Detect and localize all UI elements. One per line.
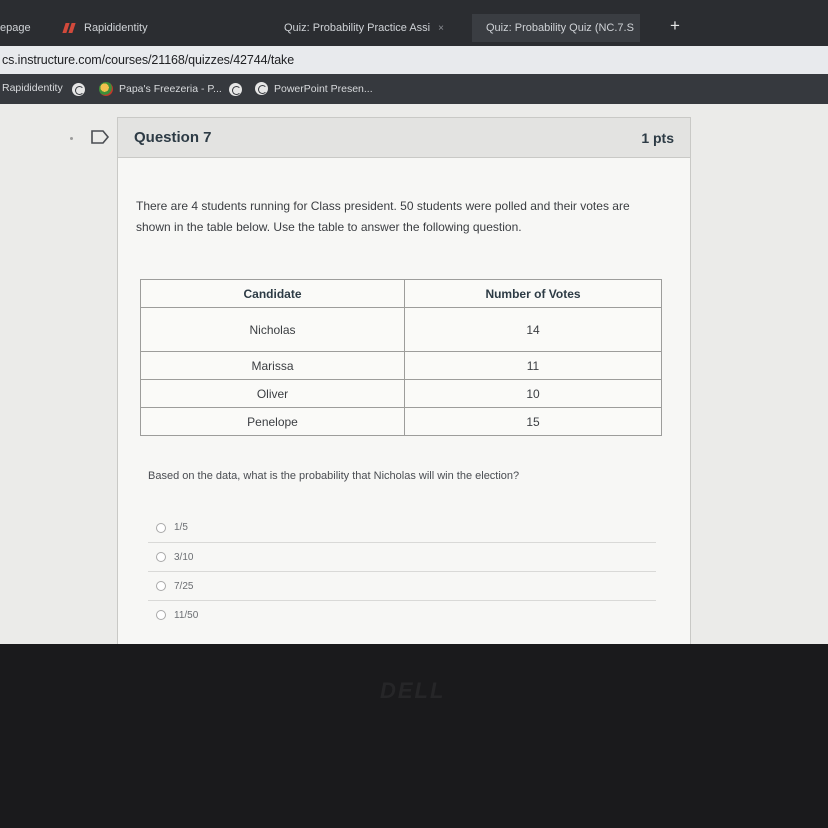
answer-label: 1/5 bbox=[174, 522, 188, 533]
tab-quiz-active[interactable] bbox=[472, 14, 640, 42]
globe-icon[interactable] bbox=[229, 83, 242, 96]
candidate-cell: Penelope bbox=[141, 408, 405, 436]
tab-label: Quiz: Probability Quiz (NC.7.S bbox=[486, 22, 634, 34]
column-header-votes: Number of Votes bbox=[405, 280, 662, 308]
address-bar[interactable] bbox=[0, 46, 828, 74]
decorative-dot bbox=[70, 137, 73, 140]
new-tab-button[interactable]: + bbox=[670, 16, 680, 35]
url-text[interactable]: cs.instructure.com/courses/21168/quizzes/42744/take bbox=[2, 53, 295, 67]
flag-question-icon[interactable] bbox=[90, 129, 110, 145]
question-title: Question 7 bbox=[134, 129, 212, 146]
question-prompt: Based on the data, what is the probability that Nicholas will win the election? bbox=[148, 470, 520, 482]
quiz-page bbox=[0, 104, 828, 644]
table-header-row bbox=[141, 280, 662, 308]
globe-icon bbox=[255, 82, 268, 95]
papas-freezeria-icon bbox=[99, 82, 113, 96]
votes-cell: 11 bbox=[405, 352, 662, 380]
bookmarks-bar bbox=[0, 74, 828, 104]
table-row bbox=[141, 380, 662, 408]
candidate-cell: Oliver bbox=[141, 380, 405, 408]
candidate-cell: Nicholas bbox=[141, 308, 405, 352]
radio-button[interactable] bbox=[156, 523, 166, 533]
bookmark-label: Rapididentity bbox=[2, 82, 63, 94]
radio-button[interactable] bbox=[156, 552, 166, 562]
tab-homepage[interactable] bbox=[0, 14, 52, 42]
answer-option[interactable] bbox=[148, 542, 656, 571]
bookmark-powerpoint[interactable] bbox=[255, 82, 373, 95]
votes-cell: 14 bbox=[405, 308, 662, 352]
answer-label: 7/25 bbox=[174, 580, 194, 592]
answer-label: 3/10 bbox=[174, 551, 194, 563]
globe-icon[interactable] bbox=[72, 83, 85, 96]
question-text: There are 4 students running for Class president. 50 students were polled and their votes are shown in the table below. Use the table to answer the following question. bbox=[136, 199, 630, 234]
table-row bbox=[141, 408, 662, 436]
bookmark-papas-freezeria[interactable] bbox=[99, 82, 222, 96]
tab-label: epage bbox=[0, 22, 31, 34]
close-icon[interactable]: × bbox=[438, 22, 444, 34]
browser-tab-bar bbox=[0, 0, 828, 46]
answer-option[interactable] bbox=[148, 513, 656, 542]
candidate-cell: Marissa bbox=[141, 352, 405, 380]
column-header-candidate: Candidate bbox=[141, 280, 405, 308]
question-points: 1 pts bbox=[641, 129, 674, 146]
answer-label: 11/50 bbox=[174, 609, 199, 621]
tab-label: Rapididentity bbox=[84, 22, 148, 34]
radio-button[interactable] bbox=[156, 610, 166, 620]
answer-option[interactable] bbox=[148, 600, 656, 629]
question-panel bbox=[117, 117, 691, 644]
question-header bbox=[118, 118, 690, 158]
bookmark-rapididentity[interactable] bbox=[2, 82, 63, 94]
answer-list bbox=[148, 513, 656, 629]
bookmark-label: Papa's Freezeria - P... bbox=[119, 83, 222, 95]
votes-cell: 15 bbox=[405, 408, 662, 436]
votes-cell: 10 bbox=[405, 380, 662, 408]
rapididentity-logo-icon bbox=[62, 23, 76, 33]
tab-label: Quiz: Probability Practice Assi bbox=[284, 22, 431, 34]
table-row bbox=[141, 352, 662, 380]
answer-option[interactable] bbox=[148, 571, 656, 600]
votes-table bbox=[140, 279, 662, 436]
radio-button[interactable] bbox=[156, 581, 166, 591]
table-row bbox=[141, 308, 662, 352]
tab-quiz-practice[interactable] bbox=[284, 14, 444, 42]
bookmark-label: PowerPoint Presen... bbox=[274, 82, 373, 95]
dell-logo: DELL bbox=[380, 678, 446, 703]
tab-rapididentity[interactable] bbox=[62, 14, 242, 42]
